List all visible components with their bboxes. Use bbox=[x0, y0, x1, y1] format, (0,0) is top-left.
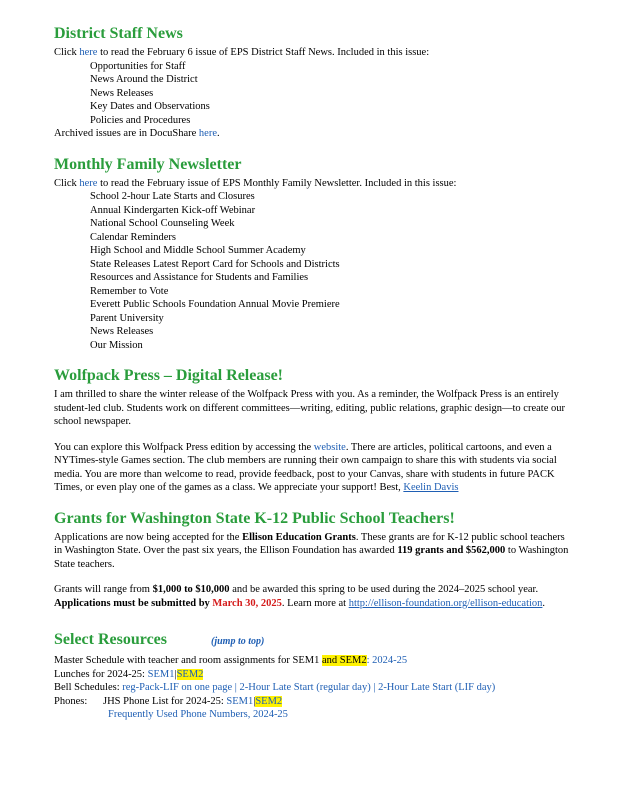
master-schedule-line bbox=[54, 654, 570, 668]
para-text: Grants will range from bbox=[54, 584, 150, 595]
list-item: School 2-hour Late Starts and Closures bbox=[90, 191, 255, 202]
deadline-label: Applications must be submitted by bbox=[54, 597, 210, 609]
bell-schedules-line bbox=[54, 681, 570, 695]
list-item: Everett Public Schools Foundation Annual Movie Premiere bbox=[90, 299, 340, 310]
archive-end: . bbox=[217, 128, 220, 139]
separator: | bbox=[174, 668, 177, 680]
phones-text: JHS Phone List for 2024-25: bbox=[103, 695, 224, 707]
list-item: High School and Middle School Summer Academy bbox=[90, 245, 306, 256]
intro-text: Click bbox=[54, 47, 77, 58]
frequent-phone-numbers-link[interactable]: Frequently Used Phone Numbers, 2024-25 bbox=[108, 709, 288, 720]
wolfpack-para-2 bbox=[54, 441, 570, 495]
ms-highlight: and SEM2 bbox=[321, 655, 367, 666]
list-item: Our Mission bbox=[90, 339, 143, 351]
staff-news-here-link[interactable]: here bbox=[79, 47, 98, 58]
para-text: You can explore this Wolfpack Press edition by accessing the bbox=[54, 441, 312, 453]
list-item: Key Dates and Observations bbox=[90, 101, 210, 112]
intro-text: to read the February issue of EPS Monthly Family Newsletter. Included in this issue: bbox=[100, 177, 457, 189]
staff-news-items bbox=[54, 60, 570, 128]
family-newsletter-section bbox=[54, 155, 570, 353]
jump-to-top-link[interactable]: (jump to top) bbox=[211, 636, 265, 647]
intro-text: to read the February 6 issue of EPS District Staff News. Included in this issue: bbox=[100, 47, 430, 58]
staff-news-section bbox=[54, 24, 570, 141]
deadline-date: March 30, 2025 bbox=[212, 597, 282, 609]
list-item: Opportunities for Staff bbox=[90, 60, 186, 72]
resources-title-text: Select Resources bbox=[54, 631, 167, 648]
lunch-sem1-link[interactable]: SEM1 bbox=[147, 668, 175, 680]
grants-para-2 bbox=[54, 583, 570, 610]
family-newsletter-title: Monthly Family Newsletter bbox=[54, 155, 242, 173]
grant-range: $1,000 to $10,000 bbox=[152, 584, 230, 595]
para-text: to Washington State teachers. bbox=[54, 545, 569, 570]
wolfpack-website-link[interactable]: website bbox=[313, 441, 346, 453]
page-content bbox=[54, 24, 570, 736]
list-item: News Releases bbox=[90, 87, 154, 99]
phones-sem1-link[interactable]: SEM1 bbox=[226, 695, 254, 707]
grants-title: Grants for Washington State K-12 Public School Teachers! bbox=[54, 509, 455, 527]
ms-text: Master Schedule with teacher and room assignments for SEM1 bbox=[54, 655, 320, 666]
phones-label: Phones: bbox=[54, 695, 88, 707]
staff-news-title: District Staff News bbox=[54, 25, 183, 42]
grants-section bbox=[54, 509, 570, 611]
list-item: State Releases Latest Report Card for Schools and Districts bbox=[90, 258, 340, 270]
para-text: and be awarded this spring to be used during the 2024–2025 school year. bbox=[232, 584, 539, 595]
phones-sem2-link[interactable]: SEM2 bbox=[255, 695, 283, 707]
lunches-line bbox=[54, 668, 570, 682]
list-item: Policies and Procedures bbox=[90, 114, 191, 126]
signature-link[interactable]: Keelin Davis bbox=[403, 482, 459, 493]
faq-phone-line bbox=[54, 708, 570, 722]
bell-text: Bell Schedules: bbox=[54, 682, 120, 693]
archive-here-link[interactable]: here bbox=[198, 128, 217, 139]
grants-para-1 bbox=[54, 531, 570, 572]
archive-line bbox=[54, 127, 570, 141]
phones-line bbox=[54, 695, 570, 709]
wolfpack-section bbox=[54, 366, 570, 495]
list-item: Parent University bbox=[90, 312, 164, 324]
ellison-link[interactable]: http://ellison-foundation.org/ellison-education bbox=[348, 597, 543, 609]
list-item: Calendar Reminders bbox=[90, 231, 177, 243]
list-item: News Releases bbox=[90, 326, 154, 337]
list-item: Remember to Vote bbox=[90, 285, 169, 297]
grant-amount: 119 grants and $562,000 bbox=[397, 545, 506, 556]
list-item: Resources and Assistance for Students and Families bbox=[90, 272, 309, 283]
resources-title bbox=[54, 630, 570, 652]
list-item: News Around the District bbox=[90, 74, 198, 85]
family-newsletter-intro bbox=[54, 177, 570, 191]
staff-news-intro bbox=[54, 46, 570, 60]
bell-schedule-links[interactable]: reg-Pack-LIF on one page | 2-Hour Late Start (regular day) | 2-Hour Late Start (LIF day) bbox=[122, 682, 496, 693]
para-text: Applications are now being accepted for the bbox=[54, 531, 240, 543]
list-item: Annual Kindergarten Kick-off Webinar bbox=[90, 204, 256, 216]
para-text: . Learn more at bbox=[281, 597, 347, 609]
grant-name: Ellison Education Grants bbox=[242, 531, 356, 543]
para-text: . bbox=[542, 597, 546, 609]
family-newsletter-here-link[interactable]: here bbox=[79, 177, 98, 189]
resources-section bbox=[54, 630, 570, 722]
list-item: National School Counseling Week bbox=[90, 218, 235, 229]
wolfpack-title: Wolfpack Press – Digital Release! bbox=[54, 367, 284, 384]
archive-text: Archived issues are in DocuShare bbox=[54, 128, 197, 139]
master-schedule-link[interactable]: : 2024-25 bbox=[366, 655, 408, 666]
lunch-text: Lunches for 2024-25: bbox=[54, 668, 145, 680]
family-newsletter-items bbox=[54, 190, 570, 352]
para-text: . There are articles, political cartoons, and even a NYTimes-style Games section. The club members are running their own campaign to share this with students via social media. You are more than welcome to read, provide feedback, post to your Canvas, share with students in future PACK Times, or even play one of the games as a class. We appreciate your support! Best, bbox=[54, 441, 557, 493]
intro-text: Click bbox=[54, 177, 77, 189]
wolfpack-para-1: I am thrilled to share the winter release of the Wolfpack Press with you. As a reminder, the Wolfpack Press is an entirely student-led club. Students work on different committees—writing, editing, public relations, graphic design—to create our school newspaper. bbox=[54, 389, 565, 427]
lunch-sem2-link[interactable]: SEM2 bbox=[176, 668, 204, 680]
para-text: . These grants are for K-12 public school teachers in Washington State. Over the past six years, the Ellison Foundation has awarded bbox=[54, 531, 565, 556]
